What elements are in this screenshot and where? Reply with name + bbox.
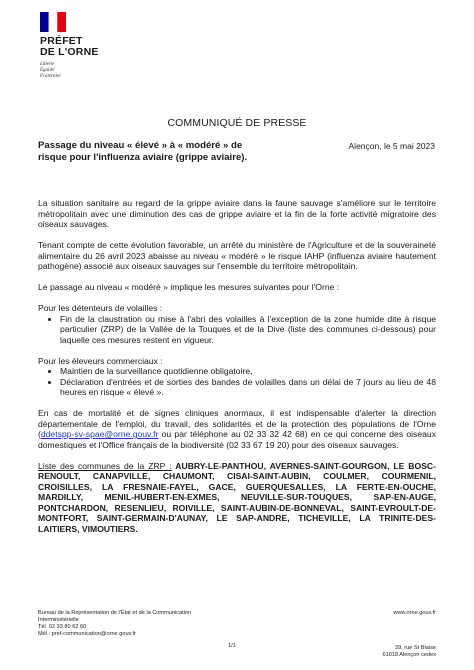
paragraph-situation: La situation sanitaire au regard de la grippe aviaire dans la faune sauvage s'améliore sur le territoire métropolitain avec une diminution des cas de grippe aviaire et la fin de la forte activité migratoire des oiseaux sauvages. <box>38 198 436 229</box>
eleveurs-heading: Pour les éleveurs commerciaux : <box>38 355 163 366</box>
paragraph-mortality: En cas de mortalité et de signes cliniques anormaux, il est indispensable d'alerter la direction départementale de l'emploi, du travail, des solidarités et de la protection des populations de l'Orne (ddetspp-sv-spae@orne.gouv.fr ou par téléphone au 02 33 32 42 68) en ce qui concerne des oiseaux domestiques et l'Office français de la biodiversité (02 33 67 19 20) pour des oiseaux sauvages. <box>38 408 436 450</box>
eleveurs-list <box>38 366 436 398</box>
detenteurs-list <box>38 314 436 346</box>
page-footer <box>0 610 474 670</box>
email-link[interactable]: ddetspp-sv-spae@orne.gouv.fr <box>40 429 159 439</box>
footer-contact: Bureau de la Représentation de l'État et de la Communication Interministérielle Tél. 02 33 80 62 60 Mél : pref-communication@orne.gouv.fr <box>38 610 192 637</box>
dateline: Alençon, le 5 mai 2023 <box>348 141 435 151</box>
zrp-label: Liste des communes de la ZRP : <box>38 460 172 471</box>
republic-motto: Liberté Égalité Fraternité <box>40 62 61 79</box>
prefecture-name: PRÉFET DE L'ORNE <box>40 35 99 58</box>
paragraph-zrp <box>38 461 436 535</box>
press-release-title: COMMUNIQUÉ DE PRESSE <box>167 117 307 129</box>
list-item: • Fin de la claustration ou mise à l'abri des volailles à l'exception de la zone humide dite à risque particulier (ZRP) de la Vallée de la Touques et de la Dive (liste des communes ci-dessous) pour laquelle ces mesures restent en vigueur. <box>60 314 436 346</box>
paragraph-measures-intro: Le passage au niveau « modéré » implique les mesures suivantes pour l'Orne : <box>38 282 340 292</box>
paragraph-arrete: Tenant compte de cette évolution favorable, un arrêté du ministère de l'Agriculture et de la souveraineté alimentaire du 26 avril 2023 abaisse au niveau « modéré » le risque IAHP (influenza aviaire hautement pathogène) associé aux oiseaux sauvages sur l'ensemble du territoire métropolitain. <box>38 240 436 271</box>
page-number: 1/1 <box>228 643 236 649</box>
zrp-communes-list: AUBRY-LE-PANTHOU, AVERNES-SAINT-GOURGON, LE BOSC-RENOULT, CANAPVILLE, CHAUMONT, CISAI-SAINT-AUBIN, COULMER, COURMENIL, CROISILLES, LA FRESNAIE-FAYEL, GACE, GUERQUESALLES, LA FERTE-EN-OUCHE, MARDILLY, MENIL-HUBERT-EN-EXMES, NEUVILLE-SUR-TOUQUES, SAP-EN-AUGE, PONTCHARDON, RESENLIEU, ROIVILLE, SAINT-AUBIN-DE-BONNEVAL, SAINT-EVROULT-DE-MONTFORT, SAINT-GERMAIN-D'AUNAY, LE SAP-ANDRE, TICHEVILLE, LA TRINITE-DES-LAITIERS, VIMOUTIERS. <box>38 460 436 534</box>
document-body <box>38 198 436 545</box>
footer-address: www.orne.gouv.fr 39, rue St Blaise 61018 Alençon cedex <box>382 610 436 658</box>
list-item: • Déclaration d'entrées et de sorties des bandes de volailles dans un délai de 7 jours au lieu de 48 heures en risque « élevé ». <box>60 377 436 398</box>
list-item: • Maintien de la surveillance quotidienne obligatoire, <box>60 366 436 377</box>
subject-heading: Passage du niveau « élevé » à « modéré » de risque pour l'influenza aviaire (grippe aviaire). <box>38 140 248 163</box>
detenteurs-heading: Pour les détenteurs de volailles : <box>38 303 163 313</box>
marianne-flag-icon <box>40 12 66 32</box>
